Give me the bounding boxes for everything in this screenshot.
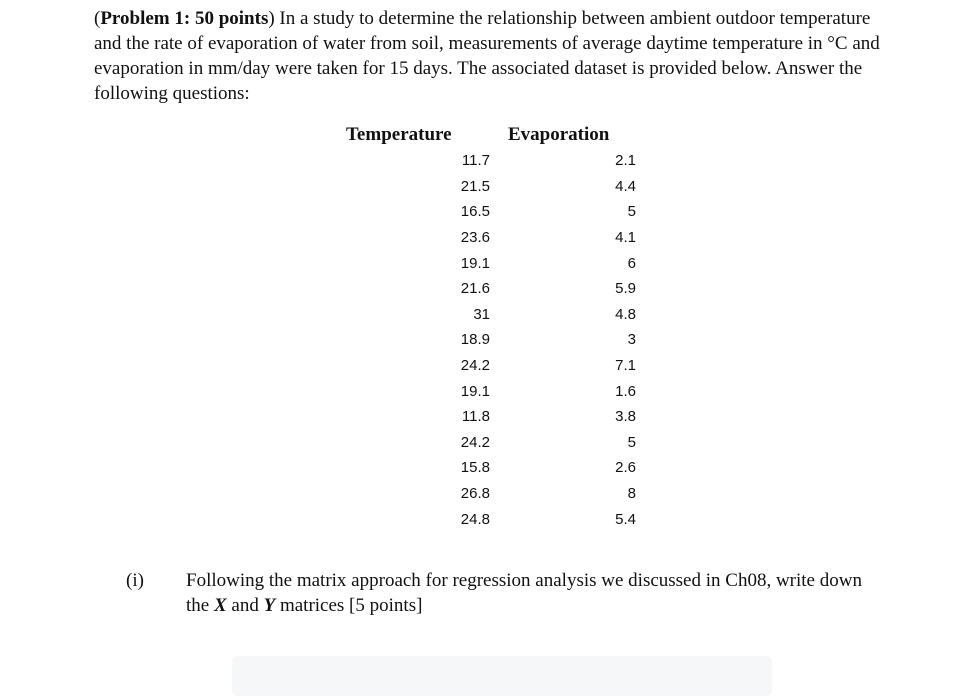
evaporation-cell: 5.4	[615, 510, 636, 528]
table-row	[380, 174, 636, 200]
temperature-cell: 15.8	[460, 459, 490, 477]
temperature-cell: 24.8	[460, 510, 490, 528]
temperature-cell: 16.5	[460, 203, 490, 221]
table-row	[380, 148, 636, 174]
answer-area[interactable]	[232, 656, 772, 696]
data-table-body	[380, 148, 636, 532]
question-text-before: Following the matrix approach for regression analysis we discussed in Ch08, write down the	[186, 570, 862, 616]
question-label: (i)	[126, 570, 144, 591]
close-paren: )	[268, 8, 275, 29]
problem-heading: Problem 1: 50 points	[100, 8, 269, 29]
evaporation-cell: 2.1	[615, 152, 636, 170]
temperature-cell: 11.7	[461, 152, 490, 170]
table-row	[380, 225, 636, 251]
table-row	[380, 378, 636, 404]
evaporation-cell: 6	[627, 254, 636, 272]
evaporation-cell: 2.6	[615, 459, 636, 477]
question-text-after: matrices [5 points]	[275, 595, 423, 616]
evaporation-cell: 4.8	[615, 305, 636, 323]
column-header-evaporation: Evaporation	[508, 124, 610, 145]
table-row	[380, 250, 636, 276]
problem-statement	[94, 6, 894, 106]
temperature-cell: 24.2	[460, 357, 490, 375]
evaporation-cell: 4.4	[615, 177, 636, 195]
temperature-cell: 11.8	[461, 408, 490, 426]
temperature-cell: 26.8	[460, 485, 490, 503]
table-row	[380, 455, 636, 481]
matrix-y-symbol: Y	[263, 595, 276, 616]
table-row	[380, 276, 636, 302]
open-paren: (	[94, 8, 101, 29]
data-table	[380, 148, 636, 532]
temperature-cell: 21.5	[460, 177, 490, 195]
table-row	[380, 506, 636, 532]
evaporation-cell: 4.1	[615, 229, 636, 247]
temperature-cell: 31	[473, 305, 490, 323]
temperature-cell: 21.6	[460, 280, 490, 298]
temperature-cell: 23.6	[460, 229, 490, 247]
evaporation-cell: 5	[627, 433, 636, 451]
temperature-cell: 19.1	[460, 254, 490, 272]
evaporation-cell: 1.6	[615, 382, 636, 400]
table-row	[380, 199, 636, 225]
matrix-x-symbol: X	[213, 595, 227, 616]
evaporation-cell: 7.1	[615, 357, 636, 375]
evaporation-cell: 8	[627, 485, 636, 503]
evaporation-cell: 3	[627, 331, 636, 349]
table-row	[380, 481, 636, 507]
question-text	[186, 568, 886, 618]
column-header-temperature: Temperature	[346, 124, 452, 145]
table-row	[380, 353, 636, 379]
evaporation-cell: 5	[627, 203, 636, 221]
question-and: and	[226, 595, 264, 616]
temperature-cell: 18.9	[460, 331, 490, 349]
table-row	[380, 327, 636, 353]
temperature-cell: 24.2	[460, 433, 490, 451]
evaporation-cell: 3.8	[615, 408, 636, 426]
table-row	[380, 430, 636, 456]
table-row	[380, 404, 636, 430]
temperature-cell: 19.1	[460, 382, 490, 400]
problem-body: In a study to determine the relationship between ambient outdoor temperature and the rate of evaporation of water from soil, measurements of average daytime temperature in °C and evaporation in mm/day were taken for 15 days. The associated dataset is provided below. Answer the following questions:	[94, 8, 880, 104]
table-row	[380, 302, 636, 328]
evaporation-cell: 5.9	[615, 280, 636, 298]
